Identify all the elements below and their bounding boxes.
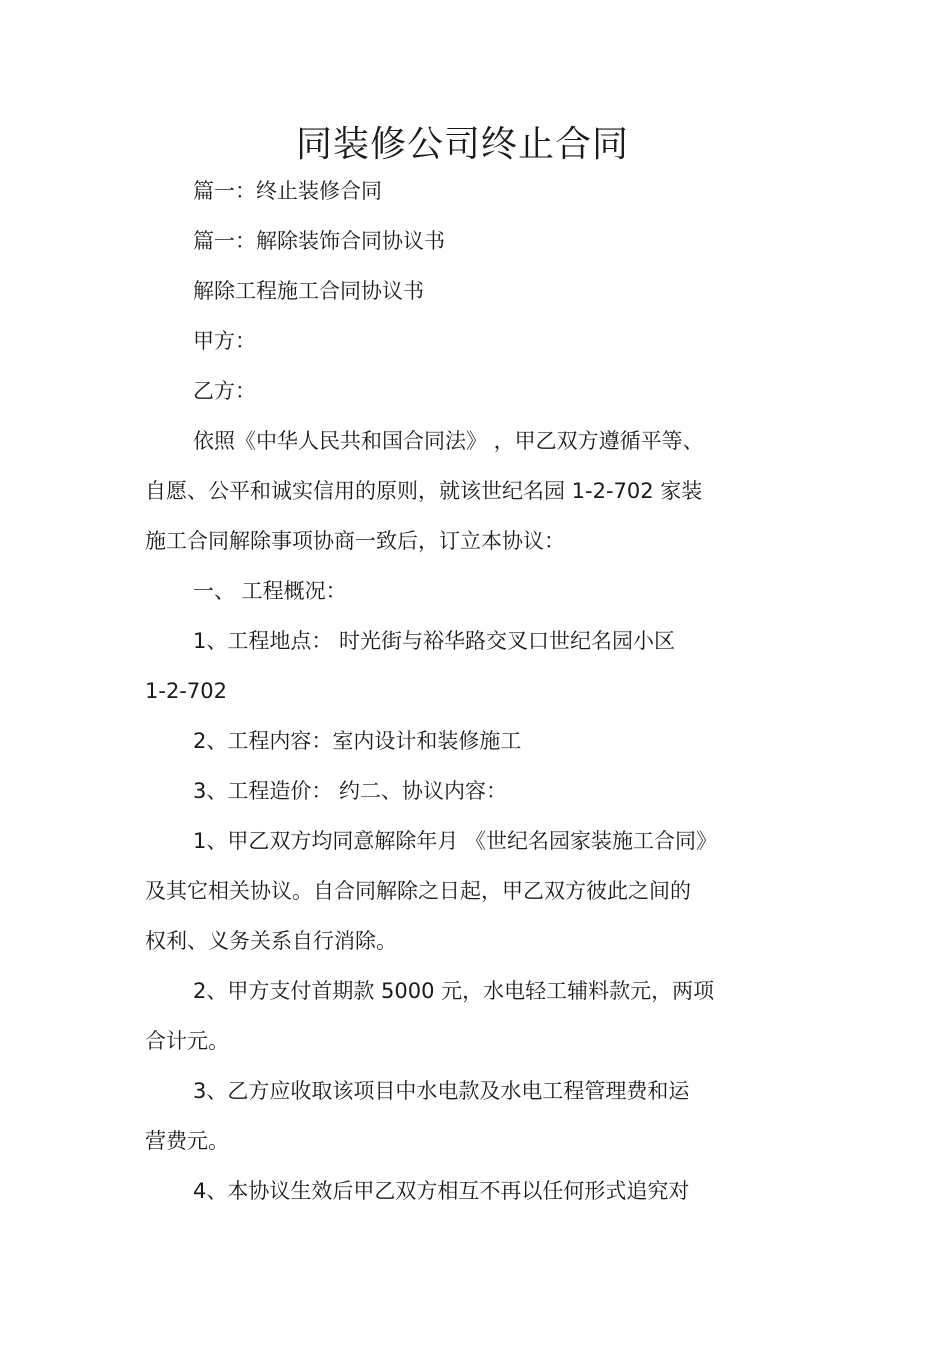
text-line: 甲方： [193,329,256,353]
text-line: 乙方： [193,379,256,403]
text-line: 及其它相关协议。自合同解除之日起，甲乙双方彼此之间的 [145,879,691,903]
text-line: 施工合同解除事项协商一致后，订立本协议： [145,529,565,553]
text-line: 权利、义务关系自行消除。 [145,929,397,953]
text-line: 自愿、公平和诚实信用的原则，就该世纪名园 1-2-702 家装 [145,479,703,503]
text-line: 3、乙方应收取该项目中水电款及水电工程管理费和运 [193,1079,690,1103]
text-line: 3、工程造价： 约二、协议内容： [193,779,508,803]
text-line: 2、工程内容：室内设计和装修施工 [193,729,522,753]
text-line: 一、 工程概况： [193,579,347,603]
text-line: 1、甲乙双方均同意解除年月 《世纪名园家装施工合同》 [193,829,718,853]
text-line: 篇一：终止装修合同 [193,179,382,203]
document-title: 同装修公司终止合同 [295,124,629,165]
text-line: 依照《中华人民共和国合同法》 ，甲乙双方遵循平等、 [193,429,704,453]
text-line: 4、本协议生效后甲乙双方相互不再以任何形式追究对 [193,1179,690,1203]
text-line: 1、工程地点： 时光街与裕华路交叉口世纪名园小区 [193,629,676,653]
text-line: 篇一：解除装饰合同协议书 [193,229,445,253]
text-line: 解除工程施工合同协议书 [193,279,424,303]
text-line: 1-2-702 [145,679,227,703]
text-line: 营费元。 [145,1129,229,1153]
text-line: 合计元。 [145,1029,229,1053]
text-line: 2、甲方支付首期款 5000 元，水电轻工辅料款元，两项 [193,979,715,1003]
